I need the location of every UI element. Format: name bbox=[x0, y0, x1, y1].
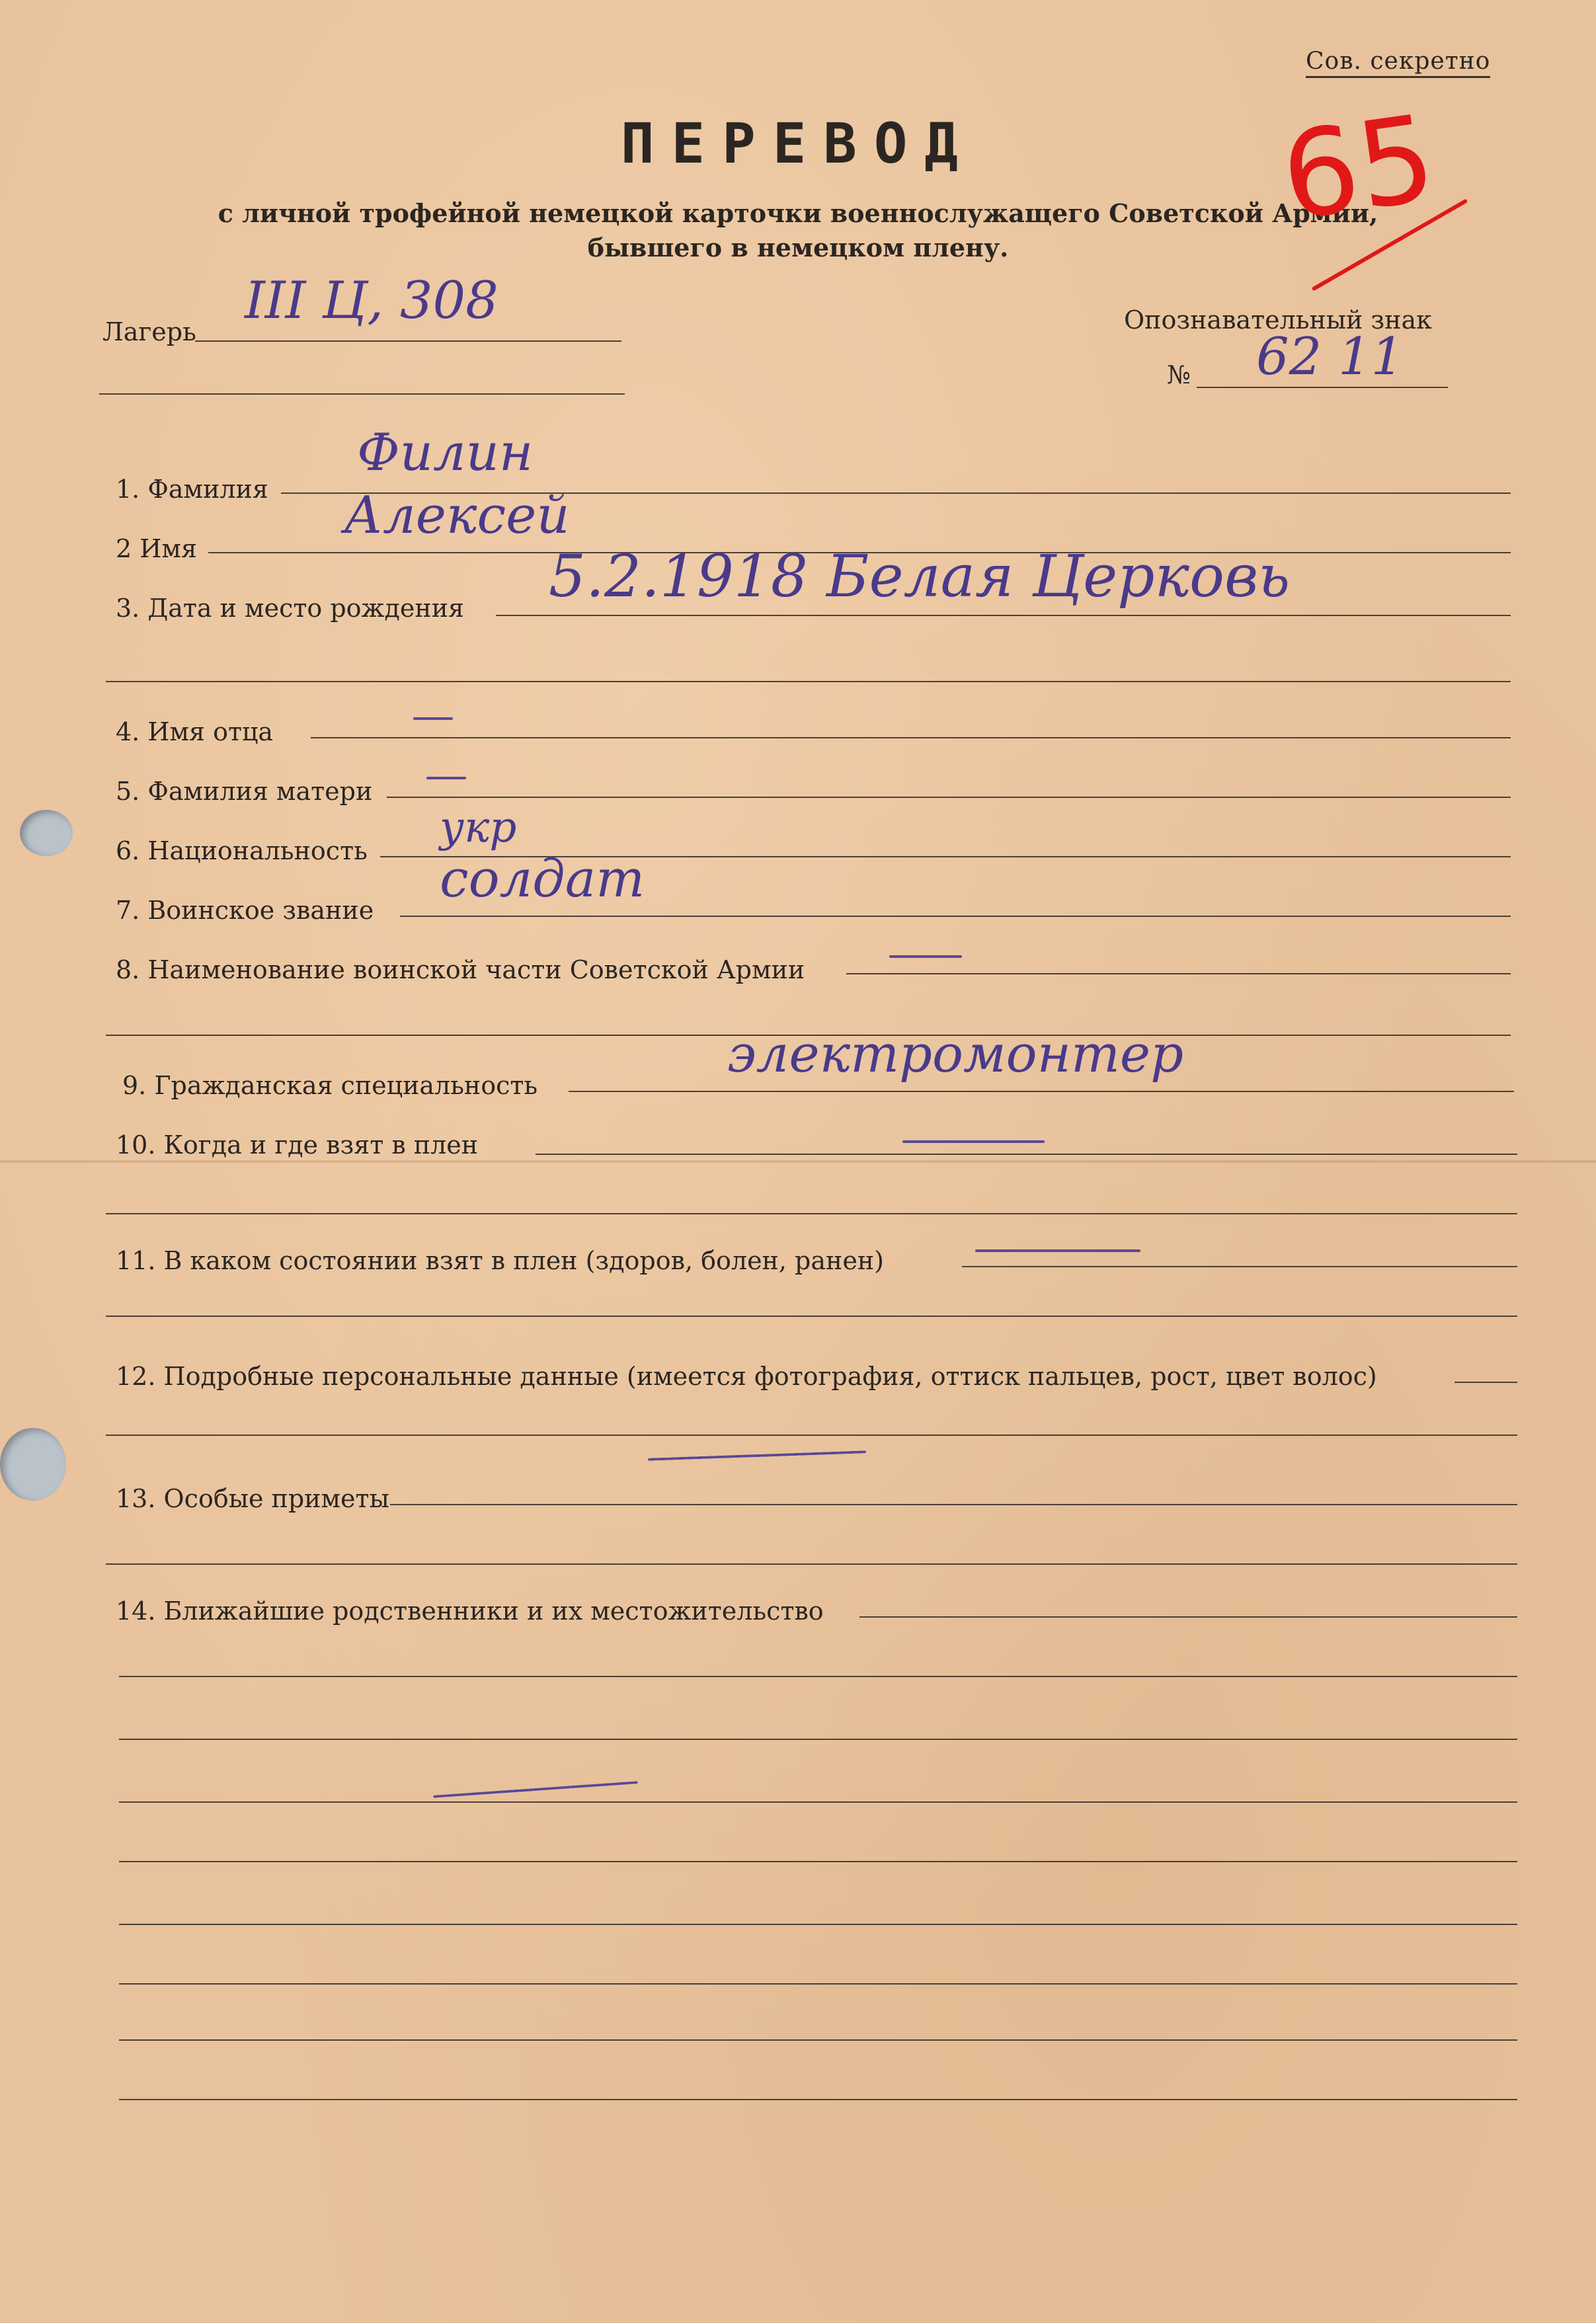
field-8-line bbox=[846, 973, 1511, 974]
field-10-label: 10. Когда и где взят в плен bbox=[116, 1130, 479, 1160]
field-10-line bbox=[536, 1154, 1517, 1155]
field-11-label: 11. В каком состоянии взят в плен (здоров, болен, ранен) bbox=[116, 1246, 884, 1275]
red-file-number: 65 bbox=[1273, 89, 1443, 247]
field-3-line bbox=[496, 615, 1511, 616]
field-7-label: 7. Воинское звание bbox=[116, 896, 374, 925]
subtitle-line-2: бывшего в немецком плену. bbox=[587, 233, 1009, 262]
field-14-line-9 bbox=[119, 2099, 1517, 2100]
field-12-line bbox=[1455, 1382, 1517, 1383]
field-14-line-4 bbox=[119, 1801, 1517, 1803]
field-4-label: 4. Имя отца bbox=[116, 717, 274, 746]
field-9-label: 9. Гражданская специальность bbox=[122, 1071, 538, 1100]
id-tag-value: 62 11 bbox=[1256, 327, 1404, 387]
field-14-line bbox=[859, 1616, 1517, 1618]
field-1-value: Филин bbox=[357, 423, 534, 483]
field-4-dash bbox=[413, 717, 453, 720]
field-12-label: 12. Подробные персональные данные (имеется фотография, оттиск пальцев, рост, цвет волос) bbox=[116, 1362, 1377, 1391]
field-1-label: 1. Фамилия bbox=[116, 475, 268, 504]
field-12-line-2 bbox=[106, 1435, 1517, 1436]
field-11-line-2 bbox=[106, 1316, 1517, 1317]
subtitle-line-1: с личной трофейной немецкой карточки военнослужащего Советской Армии, bbox=[218, 198, 1378, 228]
field-6-value: укр bbox=[440, 803, 517, 852]
punch-hole bbox=[0, 1428, 66, 1501]
field-14-label: 14. Ближайшие родственники и их местожительство bbox=[116, 1596, 824, 1626]
field-14-line-3 bbox=[119, 1739, 1517, 1740]
field-7-value: солдат bbox=[440, 849, 645, 909]
field-12-dash bbox=[648, 1450, 866, 1461]
id-tag-line bbox=[1197, 387, 1448, 388]
field-10-dash bbox=[902, 1140, 1045, 1143]
field-6-label: 6. Национальность bbox=[116, 836, 368, 865]
field-8-label: 8. Наименование воинской части Советской Армии bbox=[116, 955, 805, 984]
field-14-line-5 bbox=[119, 1861, 1517, 1862]
camp-value: III Ц, 308 bbox=[245, 271, 499, 331]
fold-crease bbox=[0, 1160, 1596, 1163]
field-10-line-2 bbox=[106, 1213, 1517, 1214]
field-13-label: 13. Особые приметы bbox=[116, 1484, 389, 1513]
field-2-value: Алексей bbox=[344, 486, 570, 545]
field-5-line bbox=[387, 797, 1511, 798]
field-13-line-2 bbox=[106, 1563, 1517, 1565]
field-8-dash bbox=[889, 955, 962, 958]
field-7-line bbox=[400, 916, 1511, 917]
id-tag-number-sign: № bbox=[1167, 360, 1191, 389]
field-14-line-6 bbox=[119, 1924, 1517, 1925]
camp-line bbox=[195, 340, 621, 342]
field-14-line-8 bbox=[119, 2039, 1517, 2041]
field-5-label: 5. Фамилия матери bbox=[116, 777, 373, 806]
field-2-label: 2 Имя bbox=[116, 534, 197, 563]
field-13-line bbox=[390, 1504, 1517, 1505]
field-14-dash bbox=[433, 1781, 638, 1798]
field-5-dash bbox=[426, 777, 466, 779]
field-3-value: 5.2.1918 Белая Церковь bbox=[549, 542, 1291, 610]
page-title: ПЕРЕВОД bbox=[620, 111, 975, 176]
field-11-line bbox=[962, 1266, 1517, 1267]
id-tag-label: Опознавательный знак bbox=[1124, 305, 1432, 335]
field-4-line bbox=[311, 737, 1511, 738]
camp-line-2 bbox=[99, 393, 625, 395]
field-14-line-2 bbox=[119, 1676, 1517, 1677]
field-11-dash bbox=[975, 1249, 1140, 1252]
camp-label: Лагерь bbox=[102, 317, 196, 346]
field-14-line-7 bbox=[119, 1983, 1517, 1985]
field-3-label: 3. Дата и место рождения bbox=[116, 594, 465, 623]
punch-hole bbox=[20, 810, 73, 856]
field-3-line-2 bbox=[106, 681, 1511, 682]
field-9-line bbox=[569, 1091, 1514, 1092]
field-9-value: электромонтер bbox=[727, 1025, 1184, 1084]
classification-mark: Сов. секретно bbox=[1306, 48, 1490, 78]
